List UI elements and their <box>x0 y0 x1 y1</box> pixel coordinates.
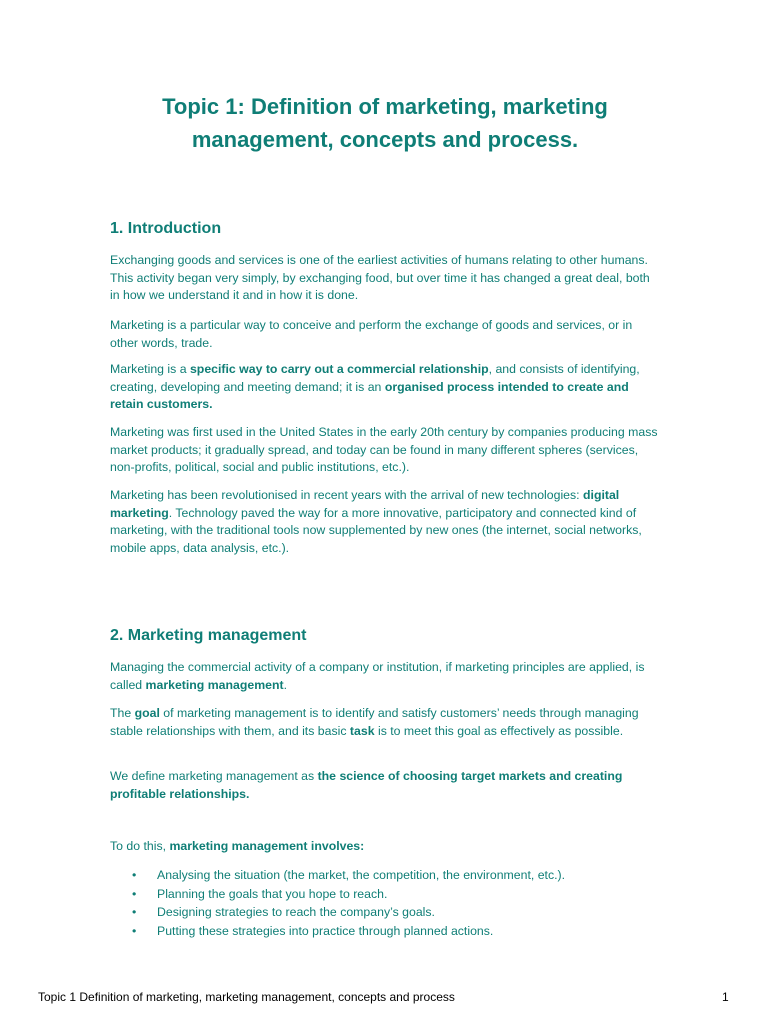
document-title: Topic 1: Definition of marketing, marketing management, concepts and process. <box>162 94 608 152</box>
text-run: Managing the commercial activity of a company or institution, if marketing principles are applied, is called <box>110 660 645 692</box>
management-paragraph-4 <box>110 838 660 856</box>
intro-paragraph-1: Exchanging goods and services is one of the earliest activities of humans relating to other humans. This activity began very simply, by exchanging food, but over time it has changed a great deal, both in how we understand it and in how it is done. <box>110 253 650 302</box>
activities-bullet-list <box>110 866 660 940</box>
bullet-icon: • <box>132 868 137 882</box>
bullet-icon: • <box>132 905 137 919</box>
list-item-text: Planning the goals that you hope to reach. <box>157 886 388 901</box>
text-run: is to meet this goal as effectively as possible. <box>374 723 624 738</box>
list-item <box>110 903 660 922</box>
text-run: . Technology paved the way for a more innovative, participatory and connected kind of marketing, with the traditional tools now supplemented by new ones (the internet, social networks, mobile apps, data analysis, etc.). <box>110 505 642 555</box>
bold-text-run: digital marketing <box>110 488 620 520</box>
bullet-icon: • <box>132 886 137 901</box>
management-paragraph-1 <box>110 659 660 694</box>
list-item <box>110 922 660 941</box>
bold-text-run: marketing management involves: <box>169 839 365 853</box>
list-item-text: Putting these strategies into practice through planned actions. <box>157 923 494 938</box>
bold-text-run: organised process intended to create and retain customers. <box>110 379 629 411</box>
intro-paragraph-4: Marketing was first used in the United States in the early 20th century by companies producing mass market products; it gradually spread, and today can be found in many different spheres (services, non-profits, political, social and public institutions, etc.). <box>110 425 658 474</box>
bullet-icon: • <box>132 923 137 938</box>
page-footer: Topic 1 Definition of marketing, marketing management, concepts and process <box>38 990 455 1004</box>
intro-paragraph-5 <box>110 487 660 557</box>
list-item-text: Designing strategies to reach the company’s goals. <box>157 905 435 919</box>
management-paragraph-3 <box>110 768 660 803</box>
text-run: . <box>283 677 288 692</box>
intro-paragraph-2: Marketing is a particular way to conceive and perform the exchange of goods and services, or in other words, trade. <box>110 318 633 350</box>
list-item-text: Analysing the situation (the market, the competition, the environment, etc.). <box>157 868 566 882</box>
text-run: of marketing management is to identify and satisfy customers’ needs through managing stable relationships with them, and its basic <box>110 706 639 738</box>
bold-text-run: goal <box>134 706 160 720</box>
management-paragraph-2 <box>110 705 660 740</box>
section-heading-marketing-management: 2. Marketing management <box>110 627 307 644</box>
text-run: Marketing is a <box>110 362 190 376</box>
bold-text-run: marketing management <box>145 677 284 692</box>
bold-text-run: task <box>349 723 375 738</box>
bold-text-run: the science of choosing target markets and creating profitable relationships. <box>110 769 623 801</box>
bold-text-run: specific way to carry out a commercial relationship <box>189 362 489 376</box>
text-run: To do this, <box>110 839 170 853</box>
text-run: We define marketing management as <box>110 769 318 783</box>
text-run: Marketing has been revolutionised in recent years with the arrival of new technologies: <box>110 488 584 502</box>
text-run: The <box>110 706 135 720</box>
text-run: , and consists of identifying, creating, developing and meeting demand; it is an <box>110 362 640 394</box>
intro-paragraph-3 <box>110 361 660 414</box>
page-number: 1 <box>722 990 729 1004</box>
section-heading-introduction: 1. Introduction <box>110 220 222 237</box>
list-item <box>110 885 660 904</box>
list-item <box>110 866 660 885</box>
